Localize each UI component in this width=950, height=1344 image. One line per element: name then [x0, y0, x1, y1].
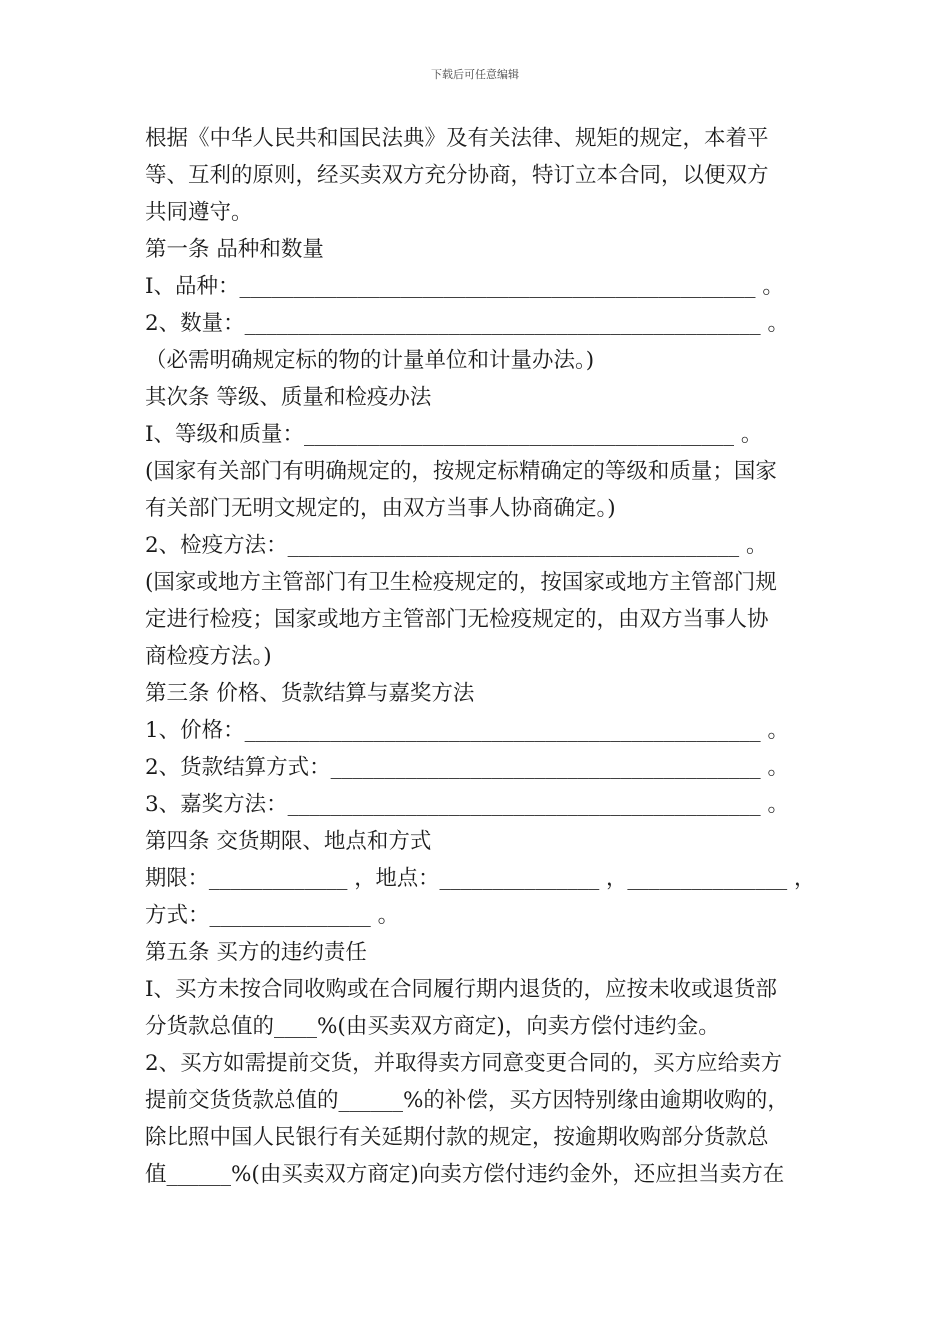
paragraph-line: 等、互利的原则，经买卖双方充分协商，特订立本合同，以便双方: [145, 163, 769, 188]
note-line: 商检疫方法。): [145, 644, 272, 669]
article-heading: 第五条 买方的违约责任: [145, 940, 367, 965]
paragraph-line: 根据《中华人民共和国民法典》及有关法律、规矩的规定，本着平: [145, 126, 769, 151]
article-heading: 第三条 价格、货款结算与嘉奖方法: [145, 681, 475, 706]
paragraph-line: 共同遵守。: [145, 200, 253, 225]
note-line: (国家有关部门有明确规定的，按规定标精确定的等级和质量；国家: [145, 459, 777, 484]
form-line: 期限：_____________ ，地点：_______________ ，_______________ ，: [145, 866, 816, 891]
paragraph-line: 2、买方如需提前交货，并取得卖方同意变更合同的，买方应给卖方: [145, 1051, 783, 1076]
form-line: 方式：_______________ 。: [145, 903, 400, 928]
note-line: （必需明确规定标的物的计量单位和计量办法。): [145, 348, 595, 373]
note-line: 有关部门无明文规定的，由双方当事人协商确定。): [145, 496, 616, 521]
paragraph-line: I、买方未按合同收购或在合同履行期内退货的，应按未收或退货部: [145, 977, 777, 1002]
note-line: 定进行检疫；国家或地方主管部门无检疫规定的，由双方当事人协: [145, 607, 769, 632]
article-heading: 其次条 等级、质量和检疫办法: [145, 385, 432, 410]
form-line: I、等级和质量：________________________________________ 。: [145, 422, 763, 447]
form-line: 1、价格：________________________________________________ 。: [145, 718, 790, 743]
form-line: I、品种：________________________________________________ 。: [145, 274, 784, 299]
form-line: 2、检疫方法：__________________________________________ 。: [145, 533, 768, 558]
paragraph-line: 值______%(由买卖双方商定)向卖方偿付违约金外，还应担当卖方在: [145, 1162, 785, 1187]
paragraph-line: 提前交货货款总值的______%的补偿，买方因特别缘由逾期收购的，: [145, 1088, 789, 1113]
page-header: 下载后可任意编辑: [431, 68, 519, 81]
form-line: 3、嘉奖方法：____________________________________________ 。: [145, 792, 790, 817]
form-line: 2、数量：________________________________________________ 。: [145, 311, 790, 336]
article-heading: 第一条 品种和数量: [145, 237, 324, 262]
article-heading: 第四条 交货期限、地点和方式: [145, 829, 432, 854]
note-line: (国家或地方主管部门有卫生检疫规定的，按国家或地方主管部门规: [145, 570, 777, 595]
paragraph-line: 除比照中国人民银行有关延期付款的规定，按逾期收购部分货款总: [145, 1125, 769, 1150]
form-line: 2、货款结算方式：________________________________________ 。: [145, 755, 790, 780]
paragraph-line: 分货款总值的____%(由买卖双方商定)，向卖方偿付违约金。: [145, 1014, 720, 1039]
contract-body: [145, 120, 815, 1193]
